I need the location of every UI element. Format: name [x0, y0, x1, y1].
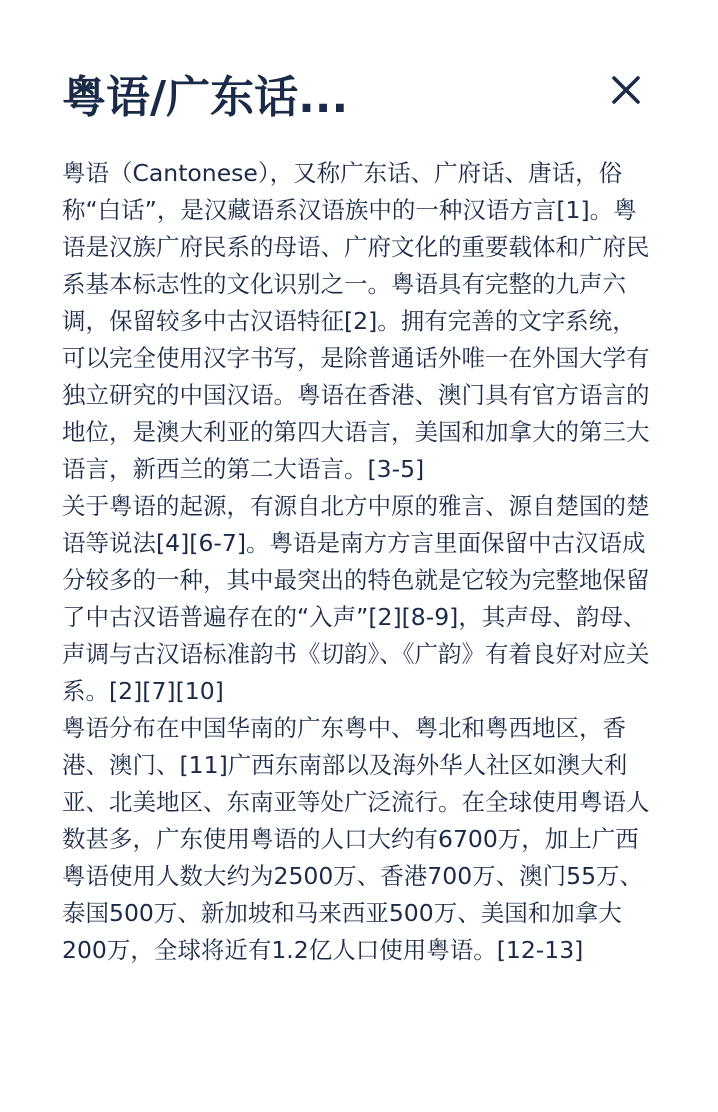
panel-header: [62, 70, 658, 130]
paragraph-intro: 粤语（Cantonese），又称广东话、广府话、唐话，俗称“白话”，是汉藏语系汉语族中的一种汉语方言[1]。粤语是汉族广府民系的母语、广府文化的重要载体和广府民系基本标志性的文化识别之一。粤语具有完整的九声六调，保留较多中古汉语特征[2]。拥有完善的文字系统，可以完全使用汉字书写，是除普通话外唯一在外国大学有独立研究的中国汉语。粤语在香港、澳门具有官方语言的地位，是澳大利亚的第四大语言，美国和加拿大的第三大语言，新西兰的第二大语言。[3-5]: [62, 159, 650, 483]
close-button[interactable]: [608, 72, 644, 108]
close-icon: [608, 72, 644, 108]
paragraph-origin: 关于粤语的起源，有源自北方中原的雅言、源自楚国的楚语等说法[4][6-7]。粤语是南方方言里面保留中古汉语成分较多的一种，其中最突出的特色就是它较为完整地保留了中古汉语普遍存在的“入声”[2][8-9]，其声母、韵母、声调与古汉语标准韵书《切韵》、《广韵》有着良好对应关系。[2][7][10]: [62, 492, 650, 705]
article-body: [62, 155, 654, 969]
page-title: 粤语/广东话...: [62, 72, 349, 123]
paragraph-distribution: 粤语分布在中国华南的广东粤中、粤北和粤西地区，香港、澳门、[11]广西东南部以及海外华人社区如澳大利亚、北美地区、东南亚等处广泛流行。在全球使用粤语人数甚多，广东使用粤语的人口大约有6700万，加上广西粤语使用人数大约为2500万、香港700万、澳门55万、泰国500万、新加坡和马来西亚500万、美国和加拿大200万，全球将近有1.2亿人口使用粤语。[12-13]: [62, 714, 650, 964]
